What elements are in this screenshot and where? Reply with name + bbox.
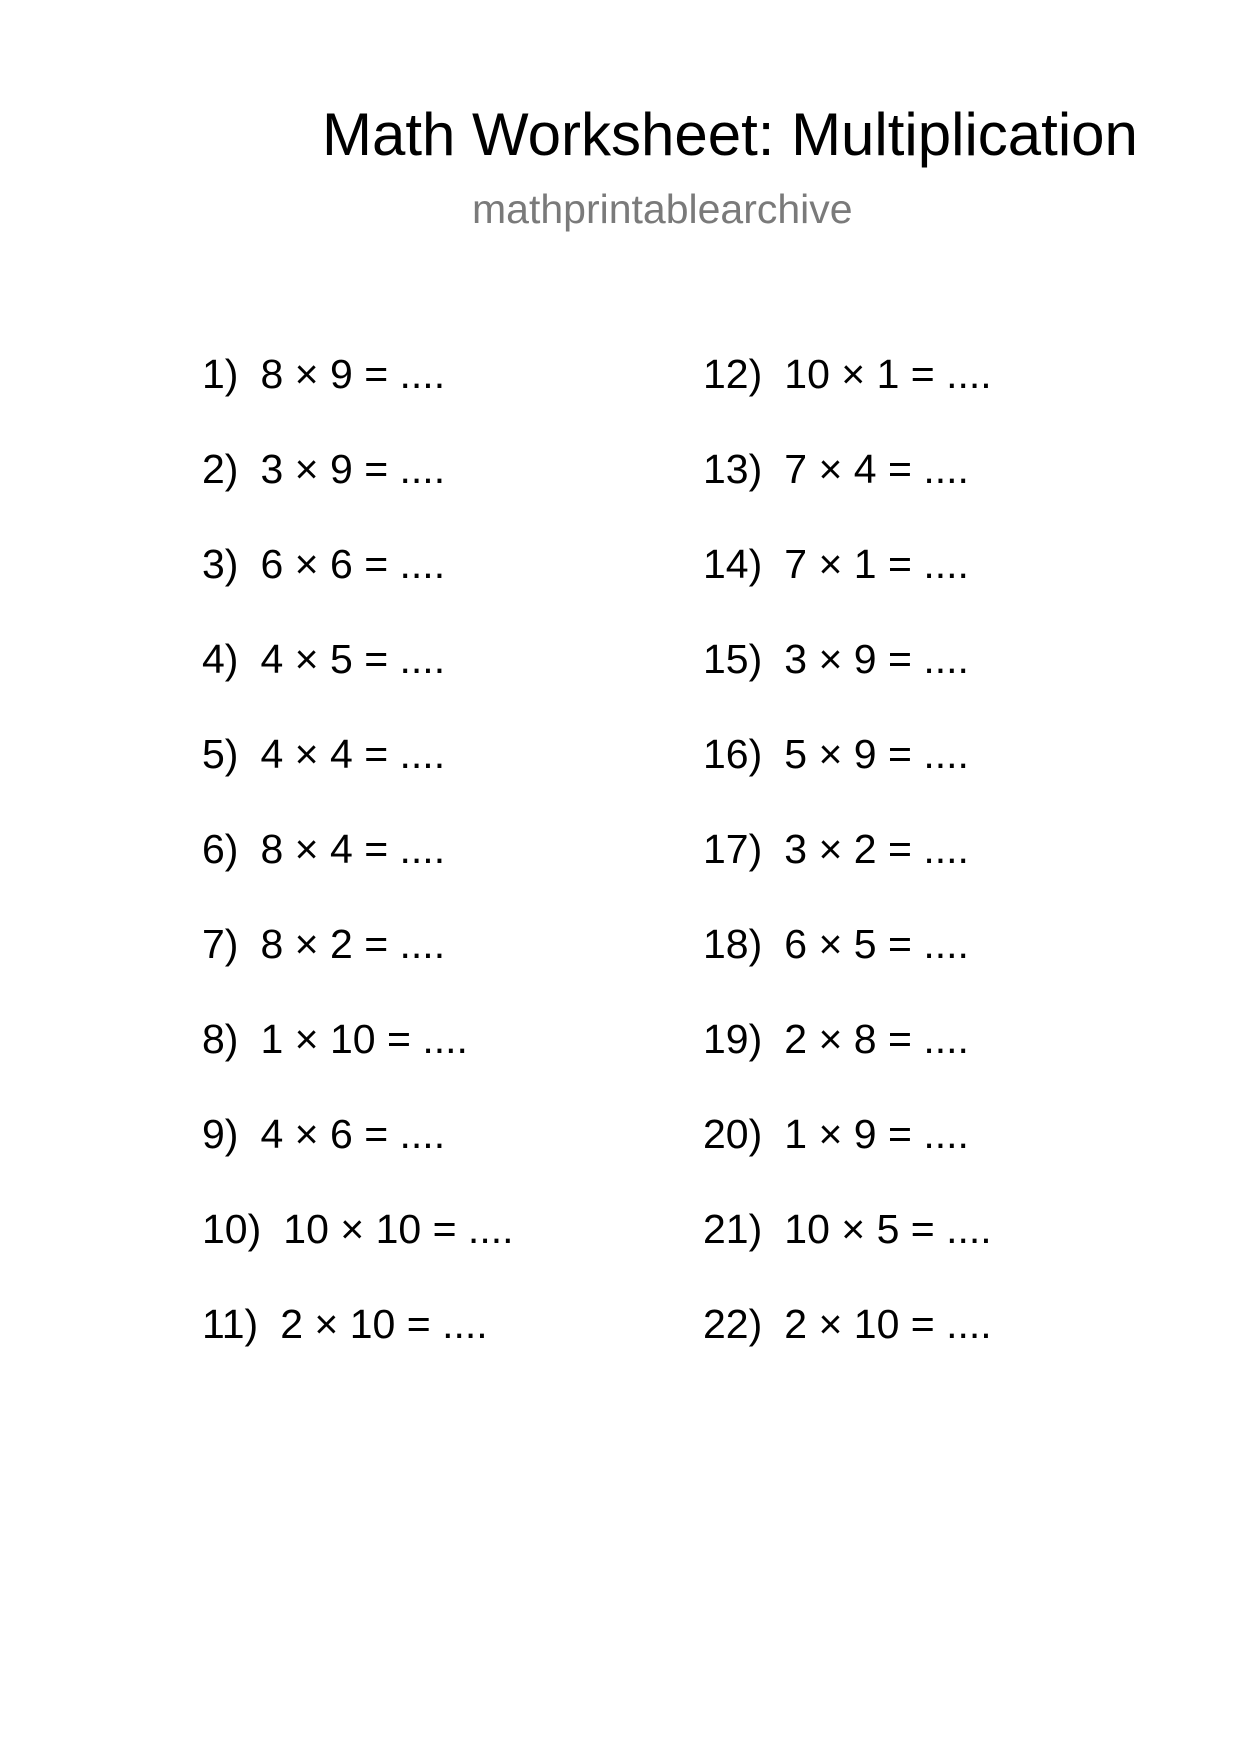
problem-number: 22) — [703, 1301, 763, 1347]
problem-number: 13) — [703, 446, 763, 492]
problem-item — [703, 350, 992, 445]
problem-item — [202, 920, 514, 1015]
problem-number: 20) — [703, 1111, 763, 1157]
problem-item — [703, 1015, 992, 1110]
problem-number: 9) — [202, 1111, 239, 1157]
problem-item — [703, 920, 992, 1015]
problem-number: 15) — [703, 636, 763, 682]
problem-number: 21) — [703, 1206, 763, 1252]
problem-item — [202, 1110, 514, 1205]
problem-number: 12) — [703, 351, 763, 397]
problem-number: 16) — [703, 731, 763, 777]
problem-expression: 3 × 9 = .... — [260, 446, 446, 492]
problem-expression: 2 × 10 = .... — [280, 1301, 488, 1347]
problem-expression: 6 × 6 = .... — [260, 541, 446, 587]
problem-expression: 2 × 10 = .... — [784, 1301, 992, 1347]
problem-item — [202, 350, 514, 445]
problem-item — [703, 825, 992, 920]
problem-expression: 1 × 10 = .... — [260, 1016, 468, 1062]
problem-column-left — [202, 350, 514, 1395]
problem-item — [703, 540, 992, 635]
problem-number: 4) — [202, 636, 239, 682]
page-title: Math Worksheet: Multiplication — [322, 101, 1138, 168]
problem-number: 14) — [703, 541, 763, 587]
problem-expression: 7 × 1 = .... — [784, 541, 969, 587]
problem-item — [202, 635, 514, 730]
problem-item — [703, 635, 992, 730]
problem-expression: 6 × 5 = .... — [784, 921, 969, 967]
problem-number: 10) — [202, 1206, 262, 1252]
problem-item — [703, 1300, 992, 1395]
problem-number: 3) — [202, 541, 239, 587]
problem-item — [202, 825, 514, 920]
problem-number: 18) — [703, 921, 763, 967]
problem-number: 8) — [202, 1016, 239, 1062]
problem-item — [703, 1110, 992, 1205]
problem-expression: 4 × 5 = .... — [260, 636, 446, 682]
problem-expression: 4 × 4 = .... — [260, 731, 446, 777]
problem-expression: 8 × 9 = .... — [260, 351, 446, 397]
problem-item — [202, 1205, 514, 1300]
problem-number: 7) — [202, 921, 239, 967]
problem-expression: 5 × 9 = .... — [784, 731, 969, 777]
problem-item — [202, 445, 514, 540]
problem-expression: 1 × 9 = .... — [784, 1111, 969, 1157]
problem-expression: 10 × 5 = .... — [784, 1206, 992, 1252]
page-subtitle: mathprintablearchive — [472, 186, 853, 232]
problem-expression: 8 × 2 = .... — [260, 921, 446, 967]
problem-item — [202, 1300, 514, 1395]
problem-expression: 10 × 1 = .... — [784, 351, 992, 397]
problem-number: 2) — [202, 446, 239, 492]
problem-expression: 2 × 8 = .... — [784, 1016, 969, 1062]
problem-number: 6) — [202, 826, 239, 872]
problem-column-right — [703, 350, 992, 1395]
problem-number: 5) — [202, 731, 239, 777]
problem-number: 19) — [703, 1016, 763, 1062]
problem-item — [202, 540, 514, 635]
problem-expression: 8 × 4 = .... — [260, 826, 446, 872]
problem-expression: 3 × 9 = .... — [784, 636, 969, 682]
problem-item — [703, 1205, 992, 1300]
problem-number: 11) — [202, 1301, 259, 1347]
problem-item — [202, 1015, 514, 1110]
problem-number: 1) — [202, 351, 239, 397]
problem-number: 17) — [703, 826, 763, 872]
problem-item — [703, 445, 992, 540]
problem-expression: 7 × 4 = .... — [784, 446, 969, 492]
problem-item — [202, 730, 514, 825]
problem-item — [703, 730, 992, 825]
problem-expression: 4 × 6 = .... — [260, 1111, 446, 1157]
problem-expression: 10 × 10 = .... — [283, 1206, 514, 1252]
problem-expression: 3 × 2 = .... — [784, 826, 969, 872]
